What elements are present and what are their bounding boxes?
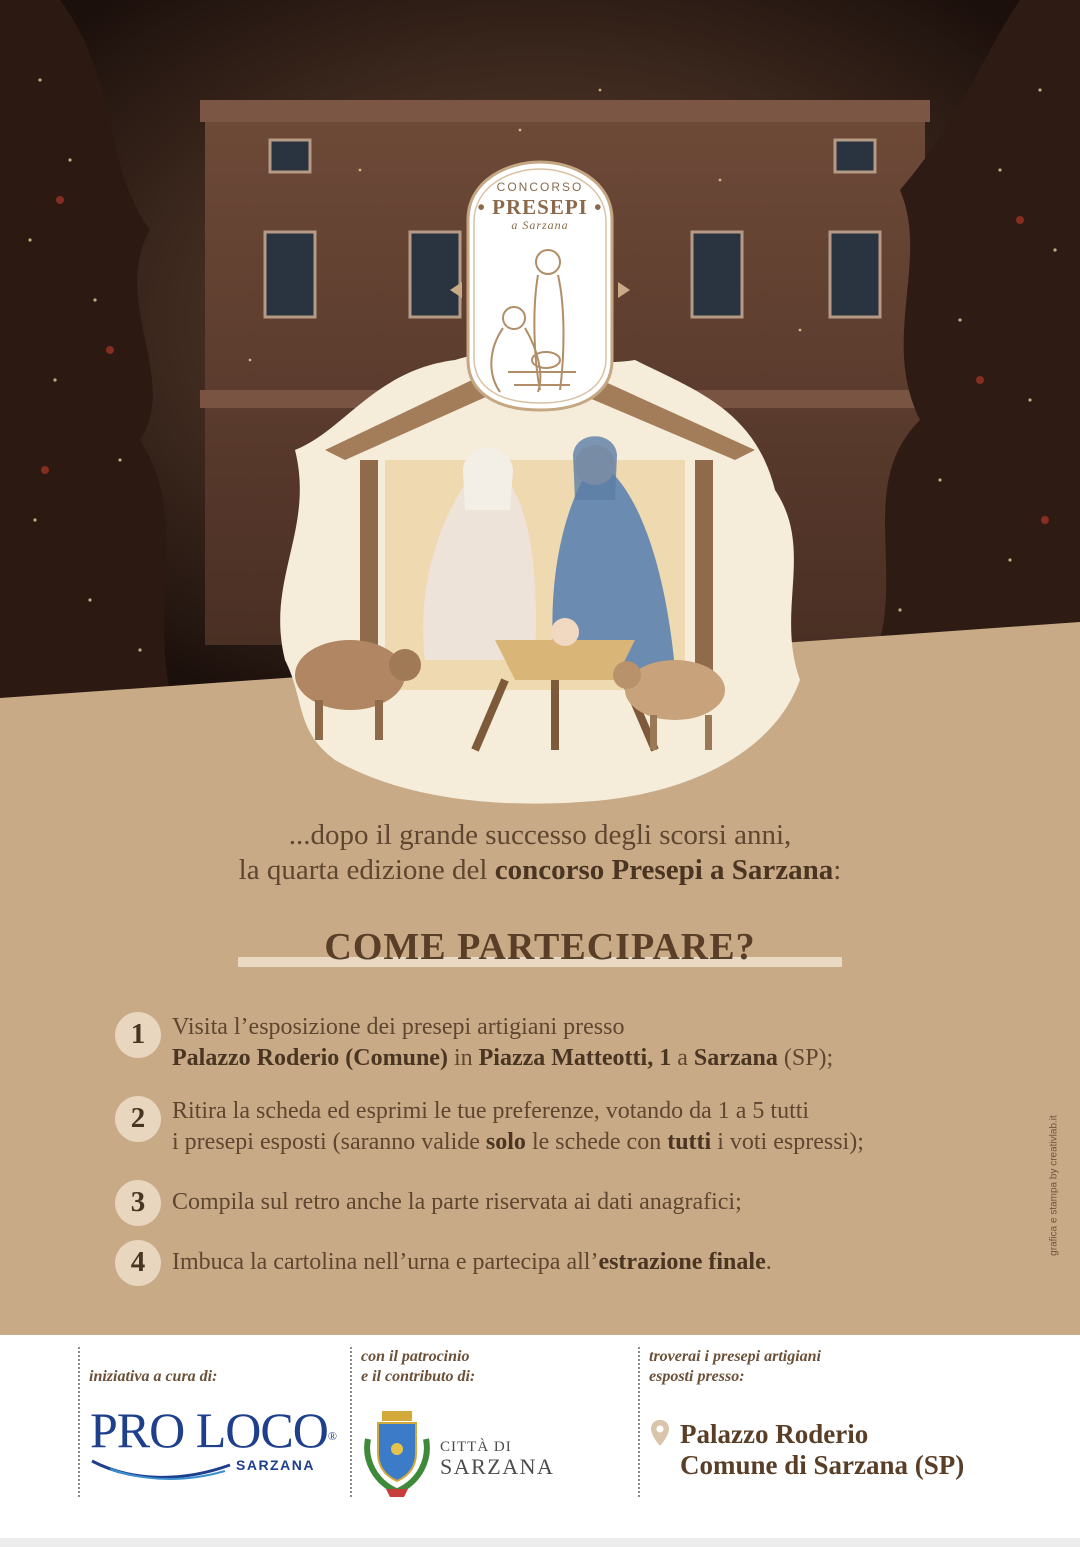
location-address [650, 1419, 965, 1480]
step-3 [115, 1180, 1015, 1218]
intro-line-2 [0, 853, 1080, 888]
print-credit-text: grafica e stampa by creativlab.it [1048, 1115, 1060, 1256]
step-1-bold-1: Palazzo Roderio (Comune) [172, 1045, 448, 1071]
step-2-line-2 [172, 1127, 1015, 1158]
proloco-logo-text [90, 1402, 336, 1458]
organizer-label: iniziativa a cura di: [89, 1368, 218, 1385]
citta-text [440, 1439, 554, 1478]
step-2-line-1: Ritira la scheda ed esprimi le tue preferenze, votando da 1 a 5 tutti [172, 1098, 810, 1124]
intro-text [0, 818, 1080, 888]
step-1-text-2: in [447, 1045, 479, 1071]
footer [0, 1335, 1080, 1547]
intro-line-2-bold: concorso Presepi a Sarzana [494, 854, 834, 886]
badge-line-1: CONCORSO [496, 180, 584, 194]
step-1-bold-5: Sarzana [693, 1045, 778, 1071]
step-1-text-6: (SP); [777, 1045, 834, 1071]
citta-sarzana-logo [360, 1409, 555, 1504]
footer-location [638, 1347, 1060, 1497]
badge-line-3: a Sarzana [511, 218, 569, 232]
step-2 [115, 1096, 1015, 1158]
step-2-bold-4: tutti [667, 1129, 712, 1155]
step-number-3: 3 [115, 1180, 161, 1226]
location-label-2: esposti presso: [649, 1368, 745, 1385]
proloco-subtitle: SARZANA [236, 1457, 315, 1473]
step-1-text-4: a [671, 1045, 694, 1071]
section-title-wrap [238, 925, 842, 971]
location-label-1: troverai i presepi artigiani [649, 1348, 821, 1365]
location-line-1: Palazzo Roderio [680, 1419, 869, 1449]
step-2-bold-2: solo [485, 1129, 526, 1155]
proloco-wave-icon [90, 1453, 250, 1483]
patron-label-1: con il patrocinio [361, 1348, 470, 1365]
step-4-line-1 [172, 1240, 1015, 1278]
step-3-line-1: Compila sul retro anche la parte riservata ai dati anagrafici; [172, 1189, 742, 1215]
step-number-2: 2 [115, 1096, 161, 1142]
step-2-text-5: i voti espressi); [711, 1129, 864, 1155]
step-1-line-1: Visita l’esposizione dei presepi artigiani presso [172, 1014, 625, 1040]
intro-line-2-post: : [833, 854, 842, 886]
step-number-1: 1 [115, 1012, 161, 1058]
footer-patron [350, 1347, 622, 1497]
step-1 [115, 1012, 1015, 1074]
location-line-2: Comune di Sarzana (SP) [680, 1450, 965, 1480]
badge-line-2: • PRESEPI • [477, 195, 603, 219]
step-number-4: 4 [115, 1240, 161, 1286]
proloco-logo [90, 1402, 336, 1473]
step-1-bold-3: Piazza Matteotti, 1 [478, 1045, 672, 1071]
badge-title [448, 180, 632, 233]
proloco-name: PRO LOCO [90, 1402, 328, 1458]
intro-line-2-pre: la quarta edizione del [238, 854, 495, 886]
step-2-text-1: i presepi esposti (saranno valide [172, 1129, 486, 1155]
step-1-line-2 [172, 1043, 1015, 1074]
step-4-bold: estrazione finale [598, 1249, 766, 1275]
footer-organizer [78, 1347, 340, 1497]
step-2-text-3: le schede con [525, 1129, 668, 1155]
intro-line-1: ...dopo il grande successo degli scorsi anni, [288, 819, 792, 851]
step-4-end: . [765, 1249, 772, 1275]
patron-label-2: e il contributo di: [361, 1368, 476, 1385]
print-credit [1044, 1100, 1064, 1280]
coat-of-arms-icon [360, 1409, 434, 1499]
steps-list [115, 1012, 1015, 1278]
location-pin-icon [650, 1419, 670, 1447]
proloco-registered: ® [327, 1429, 336, 1443]
step-4 [115, 1240, 1015, 1278]
location-text [680, 1419, 964, 1481]
step-4-text: Imbuca la cartolina nell’urna e partecipa all’ [172, 1249, 599, 1275]
bottom-strip [0, 1538, 1080, 1547]
citta-line-1: CITTÀ DI [440, 1439, 512, 1455]
citta-line-2: SARZANA [440, 1454, 555, 1479]
section-title: COME PARTECIPARE? [324, 926, 756, 968]
